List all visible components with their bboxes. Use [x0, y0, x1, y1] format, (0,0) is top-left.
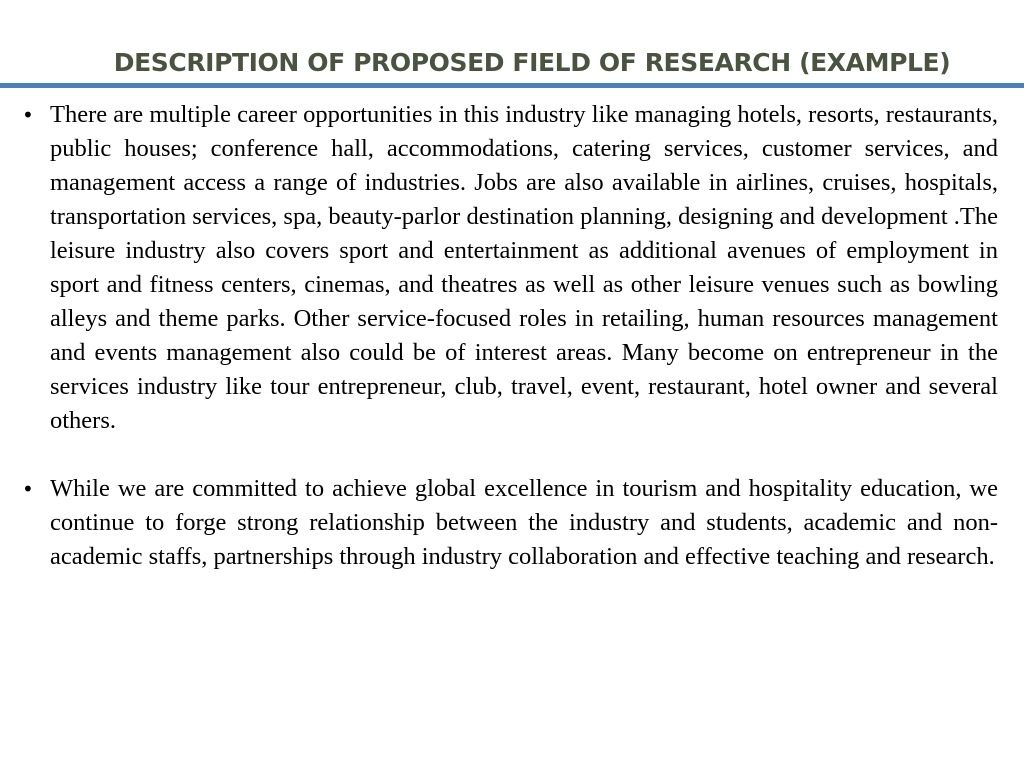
bullet-list	[22, 98, 998, 574]
title-underline-rule	[0, 83, 1024, 88]
bullet-item-global-excellence	[22, 472, 998, 574]
bullet-point-icon: •	[22, 103, 34, 127]
bullet-text: While we are committed to achieve global excellence in tourism and hospitality education, we continue to forge strong relationship between the industry and students, academic and non-academic staffs, partnerships through industry collaboration and effective teaching and research.	[50, 475, 998, 570]
bullet-item-career-opportunities	[22, 98, 998, 438]
slide-title: DESCRIPTION OF PROPOSED FIELD OF RESEARCH (EXAMPLE)	[113, 48, 951, 77]
bullet-text: There are multiple career opportunities in this industry like managing hotels, resorts, restaurants, public houses; conference hall, accommodations, catering services, customer services, and management access a range of industries. Jobs are also available in airlines, cruises, hospitals, transportation services, spa, beauty-parlor destination planning, designing and development .The leisure industry also covers sport and entertainment as additional avenues of employment in sport and fitness centers, cinemas, and theatres as well as other leisure venues such as bowling alleys and theme parks. Other service-focused roles in retailing, human resources management and events management also could be of interest areas. Many become on entrepreneur in the services industry like tour entrepreneur, club, travel, event, restaurant, hotel owner and several others.	[50, 101, 998, 434]
bullet-point-icon: •	[22, 477, 34, 501]
